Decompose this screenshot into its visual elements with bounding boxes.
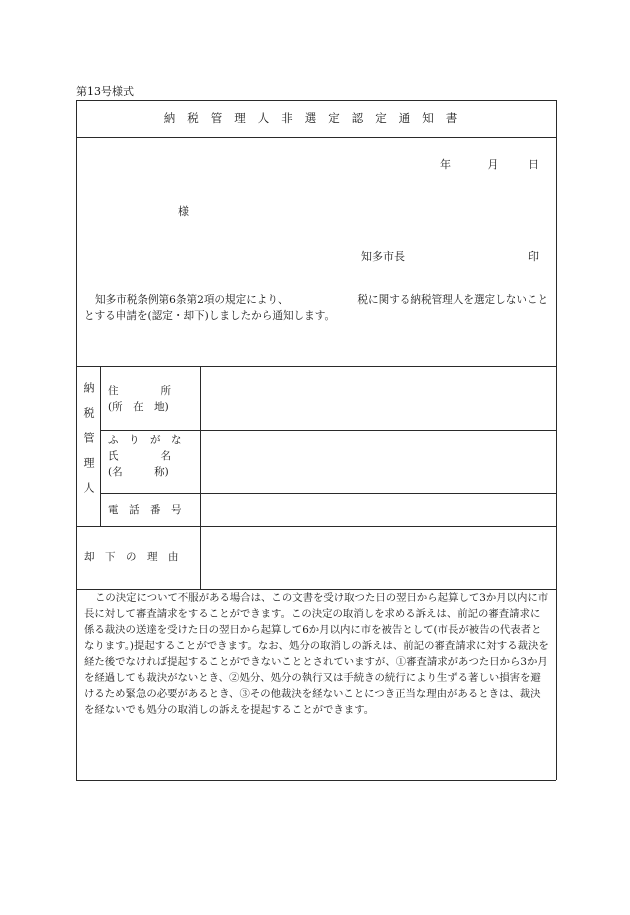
- form-number: 第13号様式: [76, 85, 134, 98]
- furigana-label: ふ り が な: [108, 434, 182, 446]
- date-row: [440, 156, 539, 172]
- name-label-line1: 氏 名: [108, 450, 171, 462]
- date-month: 月: [487, 158, 499, 171]
- address-label: [108, 383, 194, 415]
- addressee-suffix: 様: [178, 205, 189, 218]
- tax-manager-side-label: [78, 382, 98, 507]
- frame-left: [76, 100, 77, 780]
- name-input[interactable]: [201, 431, 556, 493]
- date-year: 年: [440, 158, 451, 171]
- name-label-line2: (名 称): [108, 466, 169, 478]
- address-label-line2: (所 在 地): [108, 401, 169, 413]
- issuer-seal: 印: [528, 250, 539, 263]
- tax-manager-side-label-text: 納税管理人: [82, 382, 95, 507]
- frame-right: [556, 100, 557, 780]
- phone-input[interactable]: [201, 494, 556, 526]
- issuer-name: 知多市長: [361, 250, 405, 263]
- date-day: 日: [528, 158, 539, 171]
- body-text: 知多市税条例第6条第2項の規定により、 税に関する納税管理人を選定しないこととする申請を(認定・却下)しましたから通知します。: [84, 294, 549, 322]
- address-label-line1: 住 所: [108, 385, 171, 397]
- address-input[interactable]: [201, 367, 556, 430]
- rejection-reason-label: 却 下 の 理 由: [84, 551, 179, 563]
- document-title: 納税管理人非選定認定通知書: [163, 111, 470, 125]
- title-divider: [76, 137, 556, 138]
- side-label-divider: [100, 366, 101, 526]
- rejection-reason-input[interactable]: [201, 527, 556, 589]
- frame-bottom: [76, 780, 556, 781]
- name-label: [108, 432, 196, 480]
- appeal-notice-text: この決定について不服がある場合は、この文書を受け取つた日の翌日から起算して3か月以内に市長に対して審査請求をすることができます。この決定の取消しを求める訴えは、前記の審査請求に係る裁決の送達を受けた日の翌日から起算して6か月以内に市を被告として(市長が被告の代表者となります。)提起することができます。なお、処分の取消しの訴えは、前記の審査請求に対する裁決を経た後でなければ提起することができないこととされていますが、①審査請求があつた日から3か月を経過しても裁決がないとき、②処分、処分の執行又は手続きの続行により生ずる著しい損害を避けるため緊急の必要があるとき、③その他裁決を経ないことにつき正当な理由があるときは、裁決を経ないでも処分の取消しの訴えを提起することができます。: [84, 592, 549, 716]
- phone-label: 電 話 番 号: [108, 504, 182, 516]
